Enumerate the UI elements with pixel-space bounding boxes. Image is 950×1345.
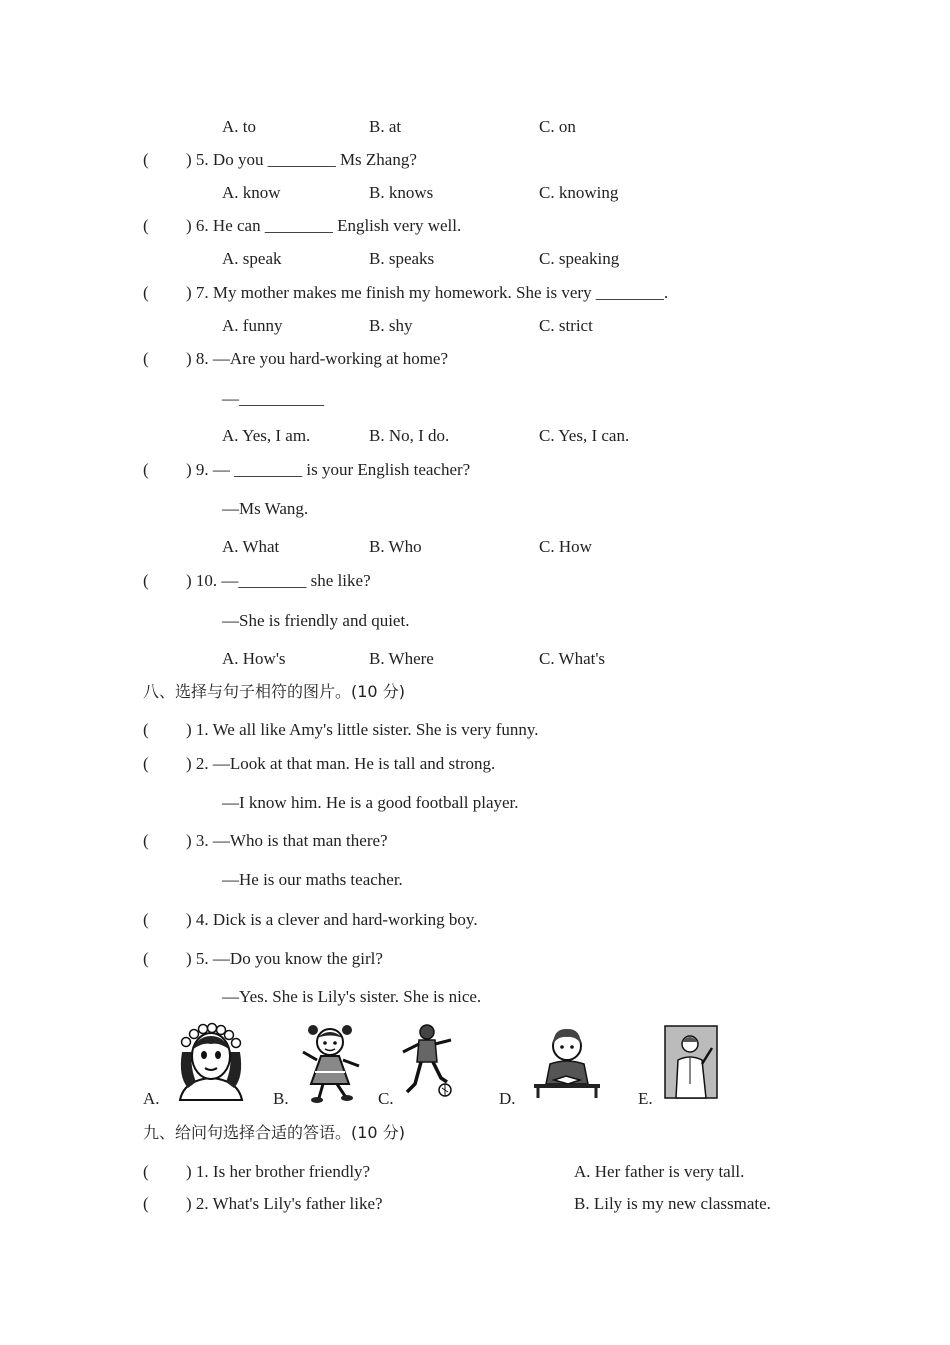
s8-item-1: ) 1. We all like Amy's little sister. She is very funny.: [186, 720, 539, 739]
section-9-heading: 九、给问句选择合适的答语。(10 分): [143, 1123, 405, 1142]
q5-option-c: C. knowing: [539, 183, 619, 202]
answer-paren: (: [143, 216, 149, 235]
q10-option-c: C. What's: [539, 649, 606, 668]
teacher-at-blackboard-icon: [664, 1024, 718, 1100]
q9-option-c: C. How: [539, 537, 592, 556]
answer-paren: (: [143, 754, 149, 773]
q6-option-a: A. speak: [222, 249, 282, 268]
question-6: ) 6. He can ________ English very well.: [186, 216, 462, 235]
question-8: ) 8. —Are you hard-working at home?: [186, 349, 449, 368]
q5-option-a: A. know: [222, 183, 281, 202]
q6-option-c: C. speaking: [539, 249, 620, 268]
s8-item-2-reply: —I know him. He is a good football player.: [222, 793, 519, 812]
q4-option-b: B. at: [369, 117, 402, 136]
q8-reply: —__________: [222, 389, 324, 408]
q4-option-c: C. on: [539, 117, 576, 136]
s8-item-3: ) 3. —Who is that man there?: [186, 831, 388, 850]
question-7: ) 7. My mother makes me finish my homework. She is very ________.: [186, 283, 669, 302]
answer-paren: (: [143, 831, 149, 850]
girl-with-flower-crown-icon: [172, 1022, 250, 1102]
q7-option-a: A. funny: [222, 316, 283, 335]
q4-option-a: A. to: [222, 117, 256, 136]
q8-option-c: C. Yes, I can.: [539, 426, 630, 445]
q10-option-a: A. How's: [222, 649, 286, 668]
q9-option-b: B. Who: [369, 537, 422, 556]
answer-paren: (: [143, 949, 149, 968]
s9-question-2: ) 2. What's Lily's father like?: [186, 1194, 383, 1213]
picture-label-a: A.: [143, 1089, 160, 1108]
s8-item-5-reply: —Yes. She is Lily's sister. She is nice.: [222, 987, 482, 1006]
boy-studying-at-desk-icon: [532, 1024, 602, 1100]
q9-reply: —Ms Wang.: [222, 499, 309, 518]
answer-paren: (: [143, 1194, 149, 1213]
answer-paren: (: [143, 910, 149, 929]
q5-option-b: B. knows: [369, 183, 434, 202]
s9-answer-a: A. Her father is very tall.: [574, 1162, 745, 1181]
picture-label-b: B.: [273, 1089, 289, 1108]
answer-paren: (: [143, 283, 149, 302]
answer-paren: (: [143, 349, 149, 368]
picture-label-d: D.: [499, 1089, 516, 1108]
section-8-heading: 八、选择与句子相符的图片。(10 分): [143, 682, 405, 701]
question-5: ) 5. Do you ________ Ms Zhang?: [186, 150, 417, 169]
dancing-little-girl-icon: [297, 1022, 363, 1104]
answer-paren: (: [143, 720, 149, 739]
s8-item-5: ) 5. —Do you know the girl?: [186, 949, 383, 968]
q6-option-b: B. speaks: [369, 249, 435, 268]
q10-option-b: B. Where: [369, 649, 434, 668]
q9-option-a: A. What: [222, 537, 280, 556]
q8-option-a: A. Yes, I am.: [222, 426, 311, 445]
s9-answer-b: B. Lily is my new classmate.: [574, 1194, 771, 1213]
s8-item-3-reply: —He is our maths teacher.: [222, 870, 403, 889]
answer-paren: (: [143, 1162, 149, 1181]
answer-paren: (: [143, 571, 149, 590]
answer-paren: (: [143, 150, 149, 169]
answer-paren: (: [143, 460, 149, 479]
q7-option-c: C. strict: [539, 316, 593, 335]
picture-label-c: C.: [378, 1089, 394, 1108]
q8-option-b: B. No, I do.: [369, 426, 450, 445]
s8-item-2: ) 2. —Look at that man. He is tall and strong.: [186, 754, 496, 773]
picture-label-e: E.: [638, 1089, 653, 1108]
q10-reply: —She is friendly and quiet.: [222, 611, 410, 630]
q7-option-b: B. shy: [369, 316, 413, 335]
football-player-icon: [397, 1022, 457, 1102]
question-10: ) 10. —________ she like?: [186, 571, 371, 590]
s9-question-1: ) 1. Is her brother friendly?: [186, 1162, 371, 1181]
s8-item-4: ) 4. Dick is a clever and hard-working boy.: [186, 910, 478, 929]
question-9: ) 9. — ________ is your English teacher?: [186, 460, 471, 479]
